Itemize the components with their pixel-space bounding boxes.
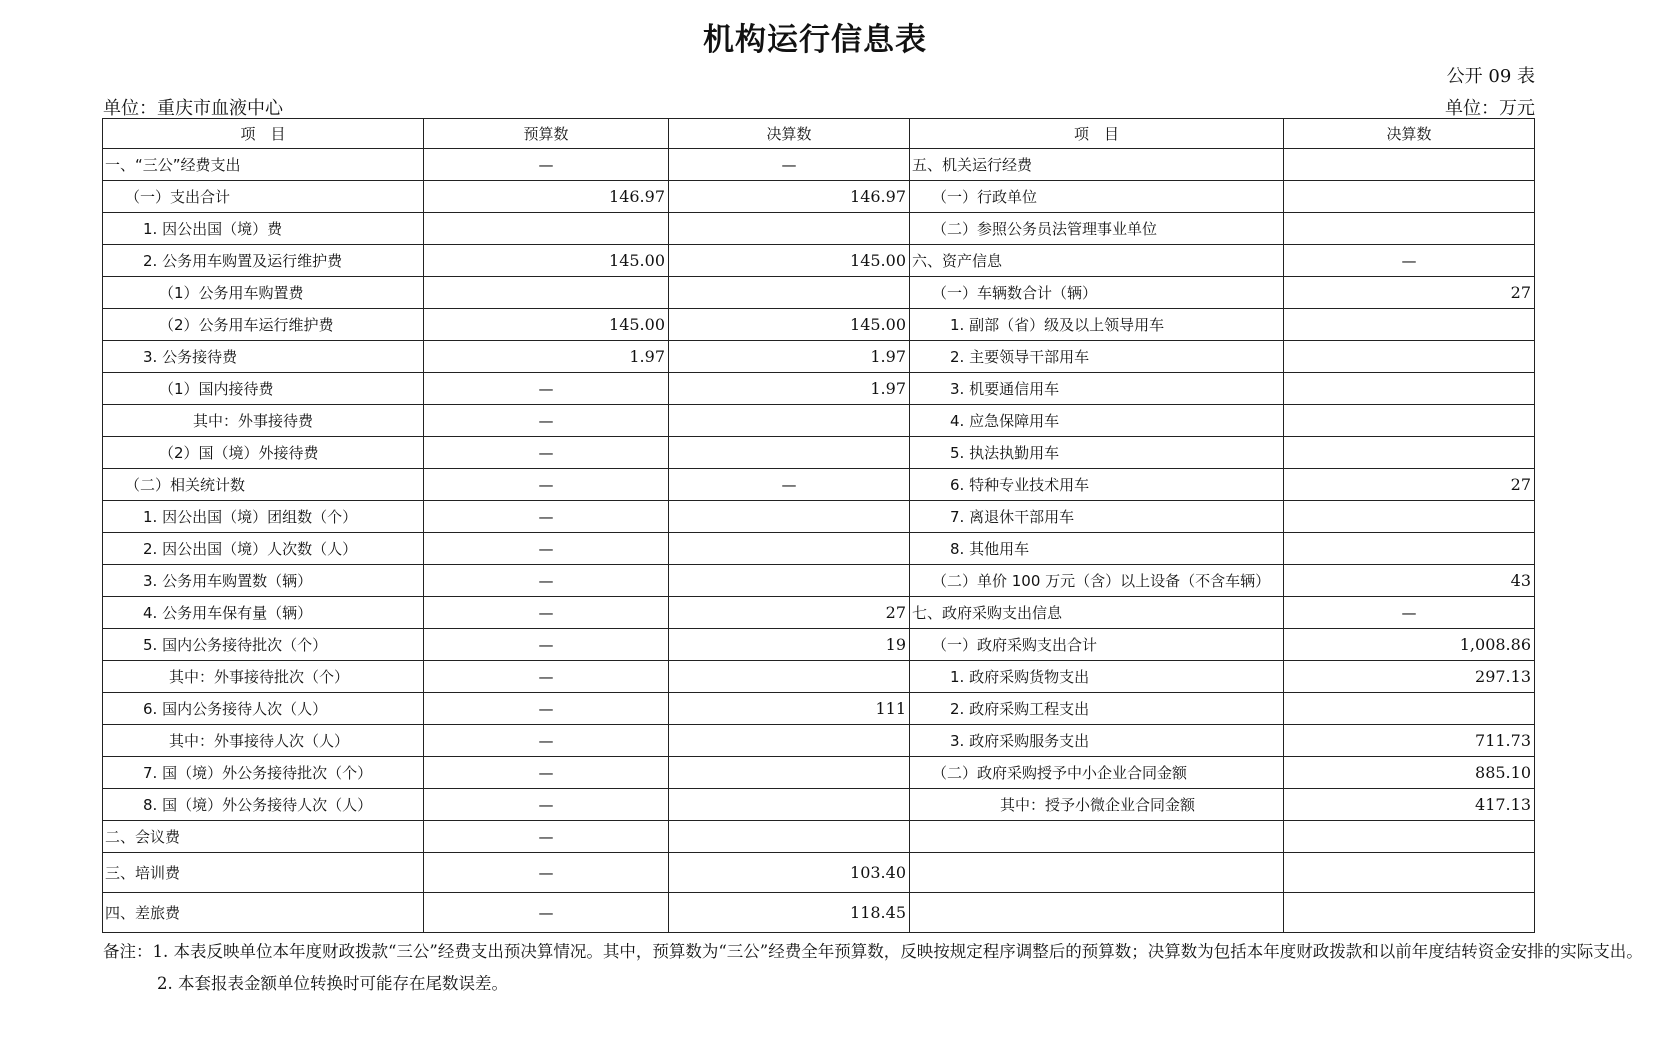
right-item: 2. 主要领导干部用车 <box>910 341 1284 373</box>
right-item: 5. 执法执勤用车 <box>910 437 1284 469</box>
budget-value: — <box>424 565 669 597</box>
left-item: 三、培训费 <box>103 853 424 893</box>
right-value <box>1284 893 1535 933</box>
right-item: 4. 应急保障用车 <box>910 405 1284 437</box>
budget-value: — <box>424 893 669 933</box>
budget-value: — <box>424 725 669 757</box>
left-item: 3. 公务接待费 <box>103 341 424 373</box>
table-row <box>103 277 1535 309</box>
table-row <box>103 533 1535 565</box>
right-item: 3. 机要通信用车 <box>910 373 1284 405</box>
left-item: （2）国（境）外接待费 <box>103 437 424 469</box>
header-item-right: 项 目 <box>910 119 1284 149</box>
budget-value: 146.97 <box>424 181 669 213</box>
final-value <box>669 661 910 693</box>
right-value: 1,008.86 <box>1284 629 1535 661</box>
final-value <box>669 565 910 597</box>
table-row <box>103 181 1535 213</box>
right-item: （一）政府采购支出合计 <box>910 629 1284 661</box>
left-item: 6. 国内公务接待人次（人） <box>103 693 424 725</box>
budget-value: — <box>424 629 669 661</box>
budget-value: — <box>424 149 669 181</box>
budget-value: 145.00 <box>424 245 669 277</box>
table-row <box>103 213 1535 245</box>
right-item: （二）参照公务员法管理事业单位 <box>910 213 1284 245</box>
right-item: 五、机关运行经费 <box>910 149 1284 181</box>
table-row <box>103 893 1535 933</box>
final-value: — <box>669 469 910 501</box>
table-row <box>103 565 1535 597</box>
form-number: 公开 09 表 <box>1446 66 1535 87</box>
final-value: — <box>669 149 910 181</box>
left-item: 1. 因公出国（境）费 <box>103 213 424 245</box>
left-item: 一、“三公”经费支出 <box>103 149 424 181</box>
budget-value: — <box>424 533 669 565</box>
right-item: 7. 离退休干部用车 <box>910 501 1284 533</box>
right-item: 3. 政府采购服务支出 <box>910 725 1284 757</box>
right-item: （二）单价 100 万元（含）以上设备（不含车辆） <box>910 565 1284 597</box>
final-value: 145.00 <box>669 309 910 341</box>
budget-value <box>424 213 669 245</box>
table-row <box>103 309 1535 341</box>
notes <box>103 936 1663 1000</box>
left-item: 2. 公务用车购置及运行维护费 <box>103 245 424 277</box>
header-row <box>103 119 1535 149</box>
table-row <box>103 405 1535 437</box>
right-item: 六、资产信息 <box>910 245 1284 277</box>
right-value: 27 <box>1284 469 1535 501</box>
left-item: 1. 因公出国（境）团组数（个） <box>103 501 424 533</box>
table-row <box>103 149 1535 181</box>
right-value <box>1284 149 1535 181</box>
right-value <box>1284 853 1535 893</box>
right-item <box>910 821 1284 853</box>
table-row <box>103 661 1535 693</box>
right-item <box>910 893 1284 933</box>
right-value <box>1284 341 1535 373</box>
budget-value: — <box>424 853 669 893</box>
left-item: 5. 国内公务接待批次（个） <box>103 629 424 661</box>
currency-unit: 单位：万元 <box>1445 98 1535 119</box>
left-item: 其中：外事接待费 <box>103 405 424 437</box>
table-row <box>103 693 1535 725</box>
right-value: 417.13 <box>1284 789 1535 821</box>
final-value: 27 <box>669 597 910 629</box>
right-value <box>1284 213 1535 245</box>
final-value: 111 <box>669 693 910 725</box>
final-value <box>669 821 910 853</box>
right-item: 8. 其他用车 <box>910 533 1284 565</box>
budget-value: — <box>424 437 669 469</box>
budget-value: — <box>424 405 669 437</box>
left-item: （1）国内接待费 <box>103 373 424 405</box>
left-item: 2. 因公出国（境）人次数（人） <box>103 533 424 565</box>
table-row <box>103 725 1535 757</box>
left-item: 4. 公务用车保有量（辆） <box>103 597 424 629</box>
table-row <box>103 757 1535 789</box>
table-row <box>103 469 1535 501</box>
right-value <box>1284 373 1535 405</box>
final-value: 1.97 <box>669 373 910 405</box>
budget-value <box>424 277 669 309</box>
right-value <box>1284 533 1535 565</box>
info-table <box>102 118 1535 933</box>
left-item: 其中：外事接待批次（个） <box>103 661 424 693</box>
final-value <box>669 501 910 533</box>
left-item: 其中：外事接待人次（人） <box>103 725 424 757</box>
right-value <box>1284 501 1535 533</box>
final-value <box>669 757 910 789</box>
final-value <box>669 725 910 757</box>
page-title: 机构运行信息表 <box>703 22 927 58</box>
right-value <box>1284 405 1535 437</box>
right-value: 885.10 <box>1284 757 1535 789</box>
note-line-1: 备注：1. 本表反映单位本年度财政拨款“三公”经费支出预决算情况。其中，预算数为“三公”经费全年预算数，反映按规定程序调整后的预算数；决算数为包括本年度财政拨款和以前年度结转资金安排的实际支出。 <box>103 942 1643 961</box>
right-value: 297.13 <box>1284 661 1535 693</box>
note-line-2: 2. 本套报表金额单位转换时可能存在尾数误差。 <box>157 974 508 993</box>
budget-value: — <box>424 693 669 725</box>
budget-value: 1.97 <box>424 341 669 373</box>
table-row <box>103 853 1535 893</box>
right-item: 2. 政府采购工程支出 <box>910 693 1284 725</box>
table-row <box>103 597 1535 629</box>
header-final-left: 决算数 <box>669 119 910 149</box>
right-value: 711.73 <box>1284 725 1535 757</box>
budget-value: — <box>424 373 669 405</box>
final-value <box>669 789 910 821</box>
budget-value: 145.00 <box>424 309 669 341</box>
final-value <box>669 277 910 309</box>
right-value <box>1284 181 1535 213</box>
table-row <box>103 245 1535 277</box>
right-value <box>1284 821 1535 853</box>
right-item: （一）行政单位 <box>910 181 1284 213</box>
right-value: — <box>1284 245 1535 277</box>
right-item: 七、政府采购支出信息 <box>910 597 1284 629</box>
budget-value: — <box>424 661 669 693</box>
final-value: 1.97 <box>669 341 910 373</box>
left-item: 7. 国（境）外公务接待批次（个） <box>103 757 424 789</box>
final-value: 19 <box>669 629 910 661</box>
final-value <box>669 437 910 469</box>
left-item: （一）支出合计 <box>103 181 424 213</box>
right-value <box>1284 437 1535 469</box>
budget-value: — <box>424 821 669 853</box>
left-item: （1）公务用车购置费 <box>103 277 424 309</box>
final-value <box>669 213 910 245</box>
table-row <box>103 629 1535 661</box>
table-row <box>103 373 1535 405</box>
table-row <box>103 341 1535 373</box>
table-row <box>103 789 1535 821</box>
right-value: — <box>1284 597 1535 629</box>
final-value <box>669 533 910 565</box>
final-value: 146.97 <box>669 181 910 213</box>
reporting-unit: 单位：重庆市血液中心 <box>103 98 283 119</box>
left-item: 3. 公务用车购置数（辆） <box>103 565 424 597</box>
final-value: 145.00 <box>669 245 910 277</box>
header-final-right: 决算数 <box>1284 119 1535 149</box>
header-item-left: 项 目 <box>103 119 424 149</box>
right-item <box>910 853 1284 893</box>
budget-value: — <box>424 757 669 789</box>
final-value <box>669 405 910 437</box>
right-item: 6. 特种专业技术用车 <box>910 469 1284 501</box>
left-item: 四、差旅费 <box>103 893 424 933</box>
right-value <box>1284 309 1535 341</box>
table-row <box>103 501 1535 533</box>
right-item: 1. 政府采购货物支出 <box>910 661 1284 693</box>
left-item: （二）相关统计数 <box>103 469 424 501</box>
budget-value: — <box>424 597 669 629</box>
left-item: 8. 国（境）外公务接待人次（人） <box>103 789 424 821</box>
left-item: （2）公务用车运行维护费 <box>103 309 424 341</box>
right-item: 1. 副部（省）级及以上领导用车 <box>910 309 1284 341</box>
budget-value: — <box>424 789 669 821</box>
budget-value: — <box>424 501 669 533</box>
header-budget: 预算数 <box>424 119 669 149</box>
table-row <box>103 437 1535 469</box>
right-value: 27 <box>1284 277 1535 309</box>
right-item: （一）车辆数合计（辆） <box>910 277 1284 309</box>
right-value <box>1284 693 1535 725</box>
right-value: 43 <box>1284 565 1535 597</box>
budget-value: — <box>424 469 669 501</box>
table-row <box>103 821 1535 853</box>
right-item: 其中：授予小微企业合同金额 <box>910 789 1284 821</box>
right-item: （二）政府采购授予中小企业合同金额 <box>910 757 1284 789</box>
final-value: 103.40 <box>669 853 910 893</box>
final-value: 118.45 <box>669 893 910 933</box>
left-item: 二、会议费 <box>103 821 424 853</box>
